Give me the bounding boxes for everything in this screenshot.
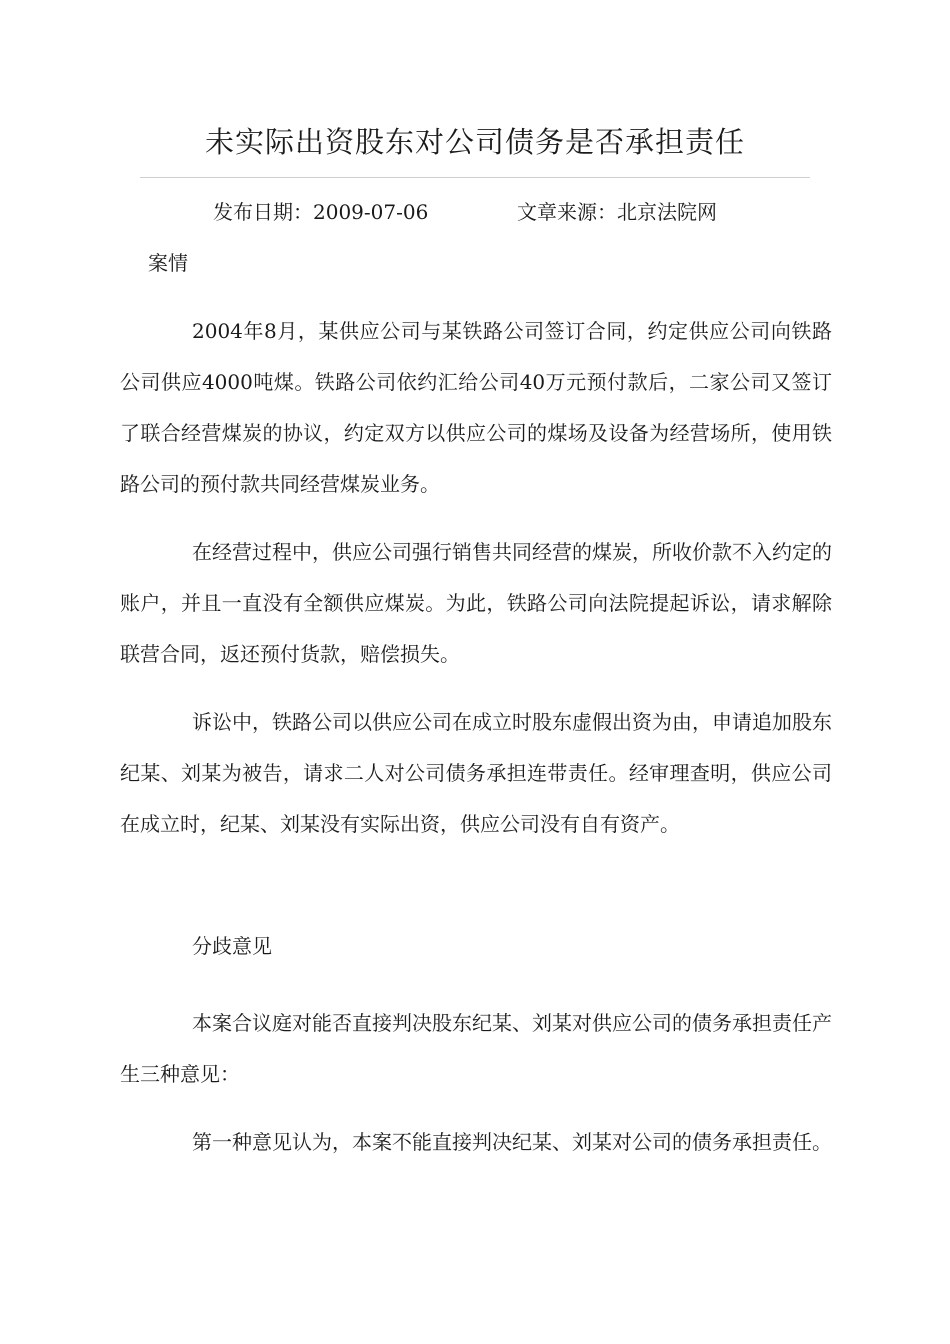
section-heading-case: 案情 bbox=[148, 251, 188, 275]
publish-date: 发布日期：2009-07-06 bbox=[213, 200, 429, 224]
paragraph: 本案合议庭对能否直接判决股东纪某、刘某对供应公司的债务承担责任产生三种意见： bbox=[120, 1011, 832, 1086]
section-heading-disagreement: 分歧意见 bbox=[192, 934, 272, 958]
paragraph: 在经营过程中，供应公司强行销售共同经营的煤炭，所收价款不入约定的账户，并且一直没有全额供应煤炭。为此，铁路公司向法院提起诉讼，请求解除联营合同，返还预付货款，赔偿损失。 bbox=[120, 540, 832, 666]
article-source: 文章来源：北京法院网 bbox=[517, 200, 717, 224]
paragraph: 诉讼中，铁路公司以供应公司在成立时股东虚假出资为由，申请追加股东纪某、刘某为被告，请求二人对公司债务承担连带责任。经审理查明，供应公司在成立时，纪某、刘某没有实际出资，供应公司没有自有资产。 bbox=[120, 710, 832, 836]
document-title: 未实际出资股东对公司债务是否承担责任 bbox=[204, 125, 745, 159]
paragraph: 第一种意见认为，本案不能直接判决纪某、刘某对公司的债务承担责任。 bbox=[192, 1130, 832, 1154]
title-divider bbox=[140, 177, 810, 178]
paragraph: 2004年8月，某供应公司与某铁路公司签订合同，约定供应公司向铁路公司供应4000吨煤。铁路公司依约汇给公司40万元预付款后，二家公司又签订了联合经营煤炭的协议，约定双方以供应公司的煤场及设备为经营场所，使用铁路公司的预付款共同经营煤炭业务。 bbox=[120, 319, 832, 496]
